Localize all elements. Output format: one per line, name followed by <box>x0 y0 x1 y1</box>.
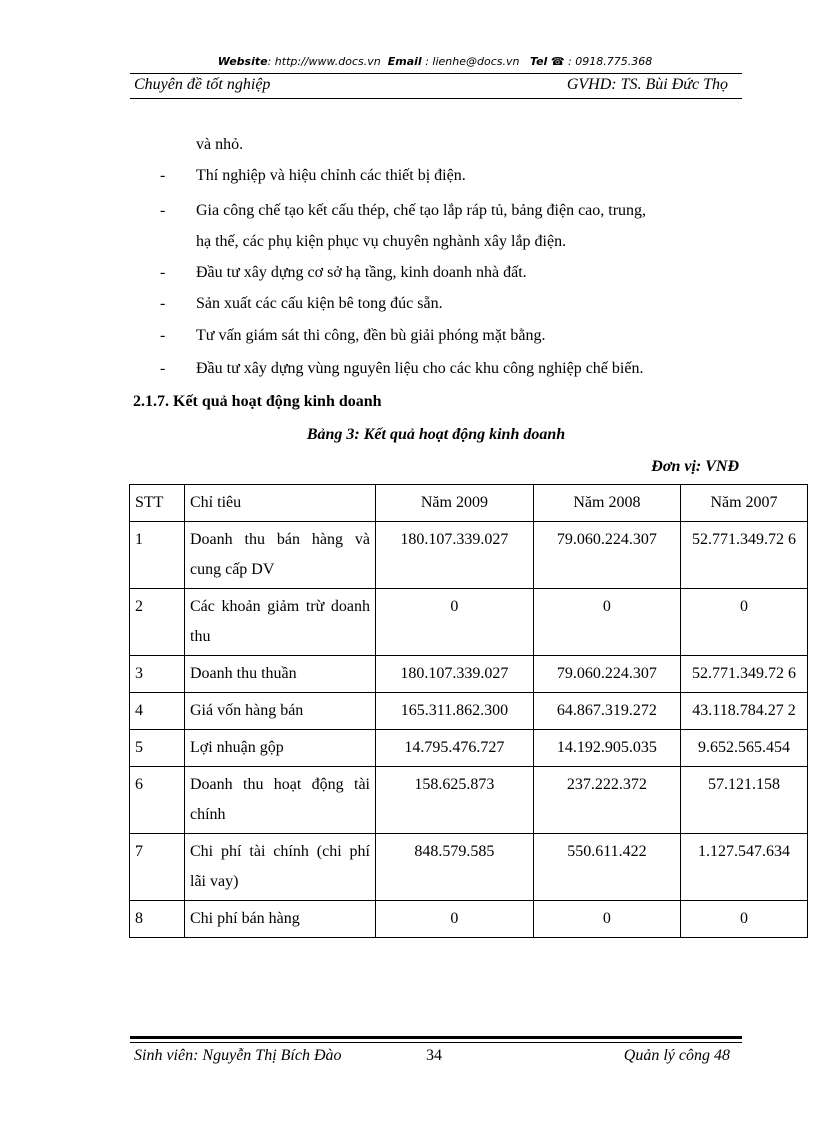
table-row <box>130 589 808 656</box>
cell-value-2009: 158.625.873 <box>376 767 534 834</box>
table-row <box>130 693 808 730</box>
footer-class: Quản lý công 48 <box>623 1047 730 1064</box>
cell-indicator: Chi phí bán hàng <box>185 901 376 938</box>
bullet-item: Đầu tư xây dựng cơ sở hạ tầng, kinh doanh nhà đất. <box>196 264 527 281</box>
cell-stt: 4 <box>130 693 185 730</box>
cell-value-2007: 0 <box>681 589 808 656</box>
cell-stt: 5 <box>130 730 185 767</box>
cell-stt: 2 <box>130 589 185 656</box>
cell-value-2008: 14.192.905.035 <box>533 730 680 767</box>
cell-value-2008: 237.222.372 <box>533 767 680 834</box>
cell-indicator: Giá vốn hàng bán <box>185 693 376 730</box>
cell-indicator: Doanh thu hoạt động tài chính <box>185 767 376 834</box>
bullet-item: Tư vấn giám sát thi công, đền bù giải phóng mặt bằng. <box>196 327 546 344</box>
tel-label: Tel <box>529 55 548 68</box>
cell-indicator: Doanh thu thuần <box>185 656 376 693</box>
header-rule-bottom <box>130 98 742 99</box>
cell-value-2007: 57.121.158 <box>681 767 808 834</box>
running-header-right: GVHD: TS. Bùi Đức Thọ <box>566 76 728 93</box>
website-header <box>130 55 740 68</box>
bullet-item-wrap: hạ thế, các phụ kiện phục vụ chuyên nghành xây lắp điện. <box>196 233 567 250</box>
header-indicator: Chỉ tiêu <box>185 485 376 522</box>
bullet-mark: - <box>160 167 166 184</box>
email-address[interactable]: : lienhe@docs.vn <box>421 55 520 68</box>
cell-value-2008: 64.867.319.272 <box>533 693 680 730</box>
cell-value-2008: 550.611.422 <box>533 834 680 901</box>
website-label: Website <box>217 55 268 68</box>
tel-number: : 0918.775.368 <box>564 55 653 68</box>
cell-value-2009: 0 <box>376 901 534 938</box>
cell-value-2008: 79.060.224.307 <box>533 522 680 589</box>
cell-value-2007: 52.771.349.72 6 <box>681 656 808 693</box>
cell-value-2009: 180.107.339.027 <box>376 522 534 589</box>
bullet-item: Sản xuất các cấu kiện bê tong đúc sẵn. <box>196 295 443 312</box>
header-rule-top <box>130 73 742 74</box>
cell-value-2007: 43.118.784.27 2 <box>681 693 808 730</box>
table-row <box>130 522 808 589</box>
bullet-item: Gia công chế tạo kết cấu thép, chế tạo lắp ráp tủ, bảng điện cao, trung, <box>196 202 647 219</box>
header-stt: STT <box>130 485 185 522</box>
header-year-2007: Năm 2007 <box>681 485 808 522</box>
cell-value-2008: 0 <box>533 589 680 656</box>
phone-icon: ☎ <box>550 55 565 68</box>
cell-stt: 3 <box>130 656 185 693</box>
header-year-2008: Năm 2008 <box>533 485 680 522</box>
cell-value-2009: 848.579.585 <box>376 834 534 901</box>
bullet-mark: - <box>160 264 166 281</box>
cell-stt: 8 <box>130 901 185 938</box>
cell-value-2009: 0 <box>376 589 534 656</box>
table-header-row <box>130 485 808 522</box>
email-label: Email <box>387 55 422 68</box>
cell-value-2007: 52.771.349.72 6 <box>681 522 808 589</box>
cell-value-2008: 79.060.224.307 <box>533 656 680 693</box>
table-caption: Bảng 3: Kết quả hoạt động kinh doanh <box>306 426 566 443</box>
bullet-mark: - <box>160 360 166 377</box>
footer-student: Sinh viên: Nguyễn Thị Bích Đào <box>134 1047 342 1064</box>
section-title: 2.1.7. Kết quả hoạt động kinh doanh <box>133 393 382 410</box>
cell-indicator: Các khoản giảm trừ doanh thu <box>185 589 376 656</box>
bullet-mark: - <box>160 327 166 344</box>
table-row <box>130 656 808 693</box>
bullet-mark: - <box>160 202 166 219</box>
cell-value-2007: 9.652.565.454 <box>681 730 808 767</box>
table-row <box>130 834 808 901</box>
header-year-2009: Năm 2009 <box>376 485 534 522</box>
cell-stt: 6 <box>130 767 185 834</box>
cell-value-2007: 1.127.547.634 <box>681 834 808 901</box>
bullet-mark: - <box>160 295 166 312</box>
cell-value-2009: 180.107.339.027 <box>376 656 534 693</box>
running-header-left: Chuyên đề tốt nghiệp <box>134 76 271 93</box>
table-row <box>130 767 808 834</box>
bullet-item: Đầu tư xây dựng vùng nguyên liệu cho các khu công nghiệp chế biến. <box>196 360 644 377</box>
cell-value-2009: 14.795.476.727 <box>376 730 534 767</box>
bullet-item: Thí nghiệp và hiệu chỉnh các thiết bị điện. <box>196 167 466 184</box>
cell-indicator: Lợi nhuận gộp <box>185 730 376 767</box>
footer-rule-thick <box>130 1036 742 1039</box>
unit-label: Đơn vị: VNĐ <box>651 458 739 475</box>
running-header <box>134 76 734 94</box>
table-row <box>130 730 808 767</box>
website-url[interactable]: : http://www.docs.vn <box>267 55 381 68</box>
cell-stt: 1 <box>130 522 185 589</box>
cell-value-2009: 165.311.862.300 <box>376 693 534 730</box>
cell-stt: 7 <box>130 834 185 901</box>
cell-value-2007: 0 <box>681 901 808 938</box>
table-row <box>130 901 808 938</box>
continuation-line: và nhỏ. <box>196 136 244 153</box>
cell-indicator: Chi phí tài chính (chi phí lãi vay) <box>185 834 376 901</box>
page-number: 34 <box>426 1047 442 1064</box>
cell-indicator: Doanh thu bán hàng và cung cấp DV <box>185 522 376 589</box>
footer-rule-thin <box>130 1042 742 1043</box>
business-results-table <box>129 484 808 938</box>
cell-value-2008: 0 <box>533 901 680 938</box>
